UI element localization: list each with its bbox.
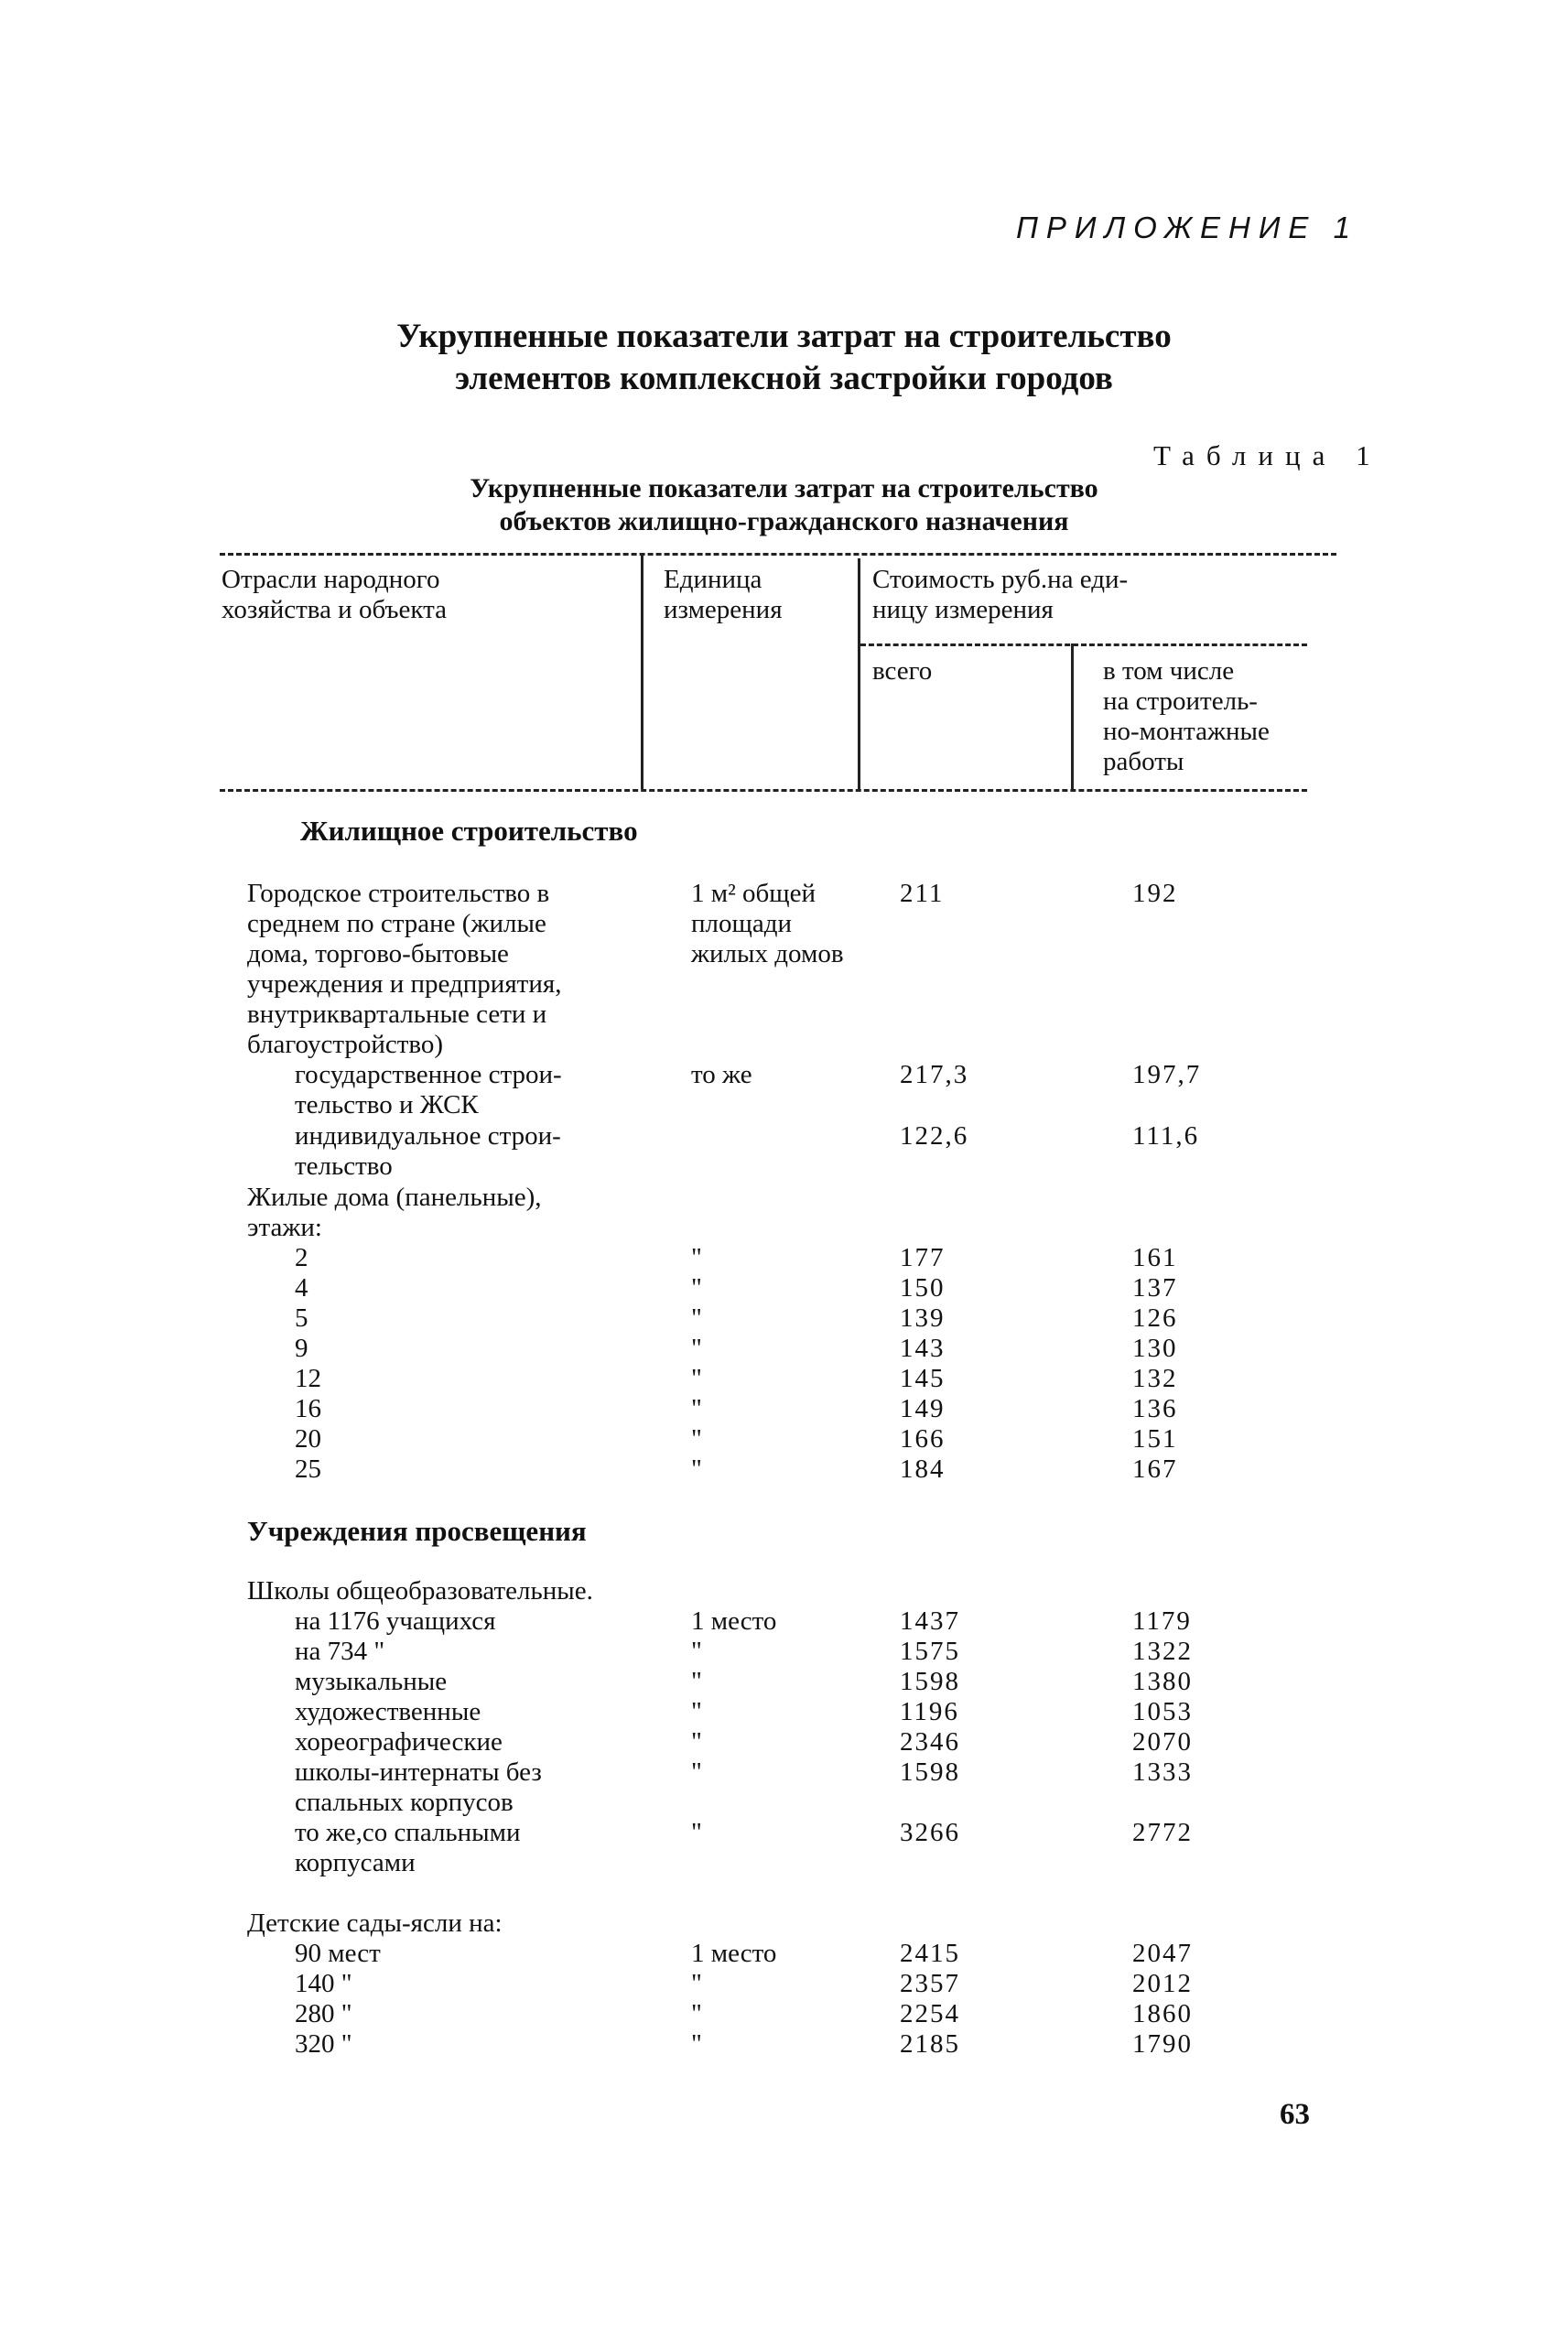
row-name: 16 (295, 1394, 321, 1423)
header-top-rule (220, 553, 1336, 556)
page-title-line-2: элементов комплексной застройки городов (455, 360, 1113, 397)
header-col-cost: Стоимость руб.на еди- ницу измерения (872, 565, 1129, 624)
header-col-total: всего (872, 656, 933, 686)
row-name: этажи: (247, 1213, 322, 1242)
row-unit: " (691, 1394, 702, 1423)
table-row (0, 1152, 1568, 1182)
row-unit: " (691, 1818, 702, 1847)
row-construction: 126 (1132, 1303, 1178, 1333)
row-construction: 1053 (1132, 1697, 1193, 1726)
header-col-construction: в том числе на строитель- но-монтажные работы (1103, 656, 1270, 776)
row-name: корпусами (295, 1848, 416, 1877)
row-construction: 197,7 (1132, 1060, 1202, 1089)
table-row (0, 1606, 1568, 1637)
row-construction: 132 (1132, 1364, 1178, 1393)
table-row (0, 1000, 1568, 1030)
row-total: 1196 (900, 1697, 959, 1726)
row-name: на 1176 учащихся (295, 1606, 496, 1636)
row-total: 139 (900, 1303, 946, 1333)
row-name: учреждения и предприятия, (247, 969, 562, 999)
row-name: школы-интернаты без (295, 1757, 542, 1787)
row-total: 211 (900, 879, 945, 908)
row-unit: " (691, 1424, 702, 1454)
table-row (0, 1757, 1568, 1788)
header-divider-1 (641, 553, 643, 789)
row-unit: " (691, 1727, 702, 1757)
row-name: 20 (295, 1424, 321, 1454)
section-education: Учреждения просвещения (247, 1515, 587, 1547)
row-total: 2254 (900, 1999, 960, 2028)
table-row (0, 1213, 1568, 1243)
table-row (0, 1939, 1568, 1969)
header-divider-3 (1071, 643, 1074, 792)
table-row (0, 1183, 1568, 1213)
table-label: Таблица 1 (1153, 439, 1382, 471)
row-total: 1437 (900, 1606, 960, 1636)
row-name: дома, торгово-бытовые (247, 939, 509, 968)
table-row (0, 939, 1568, 969)
row-construction: 1333 (1132, 1757, 1193, 1787)
row-construction: 1322 (1132, 1637, 1193, 1666)
row-construction: 1380 (1132, 1667, 1193, 1696)
row-total: 177 (900, 1243, 946, 1272)
table-row (0, 909, 1568, 939)
table-row (0, 1818, 1568, 1848)
row-name: 9 (295, 1334, 308, 1363)
row-construction: 161 (1132, 1243, 1178, 1272)
table-row (0, 1303, 1568, 1334)
row-total: 1598 (900, 1667, 960, 1696)
row-name: 2 (295, 1243, 308, 1272)
row-unit: " (691, 1999, 702, 2028)
row-total: 184 (900, 1454, 946, 1484)
row-unit: площади (691, 909, 792, 938)
row-total: 3266 (900, 1818, 960, 1847)
row-name: музыкальные (295, 1667, 448, 1696)
row-construction: 130 (1132, 1334, 1178, 1363)
appendix-label: ПРИЛОЖЕНИЕ 1 (1016, 211, 1358, 244)
row-unit: 1 место (691, 1939, 777, 1968)
header-divider-2 (858, 558, 860, 789)
row-name: 25 (295, 1454, 321, 1484)
table-row (0, 1576, 1568, 1606)
row-construction: 1179 (1132, 1606, 1192, 1636)
row-total: 2357 (900, 1969, 960, 1998)
row-name: государственное строи- (295, 1060, 562, 1089)
row-unit: то же (691, 1060, 752, 1089)
table-row (0, 1243, 1568, 1273)
table-row (0, 1394, 1568, 1424)
row-name: среднем по стране (жилые (247, 909, 546, 938)
row-construction: 2047 (1132, 1939, 1193, 1968)
table-row (0, 1969, 1568, 1999)
row-unit: жилых домов (691, 939, 844, 968)
table-row (0, 1788, 1568, 1818)
row-total: 1598 (900, 1757, 960, 1787)
table-row (0, 1909, 1568, 1939)
row-name: 4 (295, 1273, 308, 1303)
row-name: внутриквартальные сети и (247, 1000, 547, 1029)
row-unit: " (691, 1667, 702, 1696)
row-construction: 167 (1132, 1454, 1178, 1484)
table-row (0, 1424, 1568, 1454)
row-total: 217,3 (900, 1060, 969, 1089)
header-bottom-rule (220, 789, 1307, 792)
table-row (0, 1273, 1568, 1303)
row-name: 140 " (295, 1969, 352, 1998)
table-row (0, 1030, 1568, 1060)
row-construction: 1860 (1132, 1999, 1193, 2028)
table-row (0, 1364, 1568, 1394)
row-unit: " (691, 1697, 702, 1726)
row-name: благоустройство) (247, 1030, 444, 1059)
table-row (0, 1637, 1568, 1667)
row-name: Школы общеобразовательные. (247, 1576, 593, 1606)
row-total: 2346 (900, 1727, 960, 1757)
row-total: 143 (900, 1334, 946, 1363)
row-construction: 2772 (1132, 1818, 1193, 1847)
table-row (0, 1727, 1568, 1757)
row-unit: " (691, 1757, 702, 1787)
row-total: 150 (900, 1273, 946, 1303)
row-unit: " (691, 1969, 702, 1998)
page-title-line-1: Укрупненные показатели затрат на строительство (396, 318, 1172, 355)
section-housing: Жилищное строительство (300, 815, 638, 847)
page-number: 63 (1280, 2098, 1310, 2131)
row-name: на 734 " (295, 1637, 385, 1666)
row-unit: 1 м² общей (691, 879, 816, 908)
row-construction: 111,6 (1132, 1121, 1200, 1151)
table-row (0, 879, 1568, 909)
row-name: спальных корпусов (295, 1788, 514, 1817)
row-construction: 151 (1132, 1424, 1178, 1454)
row-unit: " (691, 1454, 702, 1484)
row-construction: 136 (1132, 1394, 1178, 1423)
row-name: 90 мест (295, 1939, 381, 1968)
row-name: индивидуальное строи- (295, 1121, 561, 1151)
row-unit: " (691, 2029, 702, 2059)
table-row (0, 969, 1568, 1000)
row-construction: 1790 (1132, 2029, 1193, 2059)
table-row (0, 1334, 1568, 1364)
row-total: 122,6 (900, 1121, 969, 1151)
row-total: 2415 (900, 1939, 960, 1968)
row-unit: " (691, 1273, 702, 1303)
row-name: художественные (295, 1697, 481, 1726)
table-row (0, 1848, 1568, 1878)
header-mid-rule (860, 643, 1307, 646)
row-unit: " (691, 1303, 702, 1333)
table-row (0, 1454, 1568, 1485)
row-construction: 192 (1132, 879, 1178, 908)
row-unit: " (691, 1243, 702, 1272)
row-construction: 2070 (1132, 1727, 1193, 1757)
row-name: Жилые дома (панельные), (247, 1183, 542, 1212)
row-name: Детские сады-ясли на: (247, 1909, 503, 1938)
row-total: 2185 (900, 2029, 960, 2059)
table-row (0, 1667, 1568, 1697)
table-row (0, 1999, 1568, 2029)
row-name: 12 (295, 1364, 321, 1393)
row-name: Городское строительство в (247, 879, 550, 908)
row-name: 5 (295, 1303, 308, 1333)
row-unit: " (691, 1364, 702, 1393)
row-name: хореографические (295, 1727, 503, 1757)
table-row (0, 1060, 1568, 1090)
row-construction: 137 (1132, 1273, 1178, 1303)
table-row (0, 1121, 1568, 1152)
row-total: 149 (900, 1394, 946, 1423)
row-unit: " (691, 1637, 702, 1666)
row-name: тельство (295, 1152, 393, 1181)
row-name: 320 " (295, 2029, 352, 2059)
table-title-line-1: Укрупненные показатели затрат на строительство (470, 473, 1098, 503)
row-unit: 1 место (691, 1606, 777, 1636)
header-col-unit: Единица измерения (664, 565, 783, 624)
row-name: тельство и ЖСК (295, 1090, 479, 1119)
table-row (0, 2029, 1568, 2060)
row-construction: 2012 (1132, 1969, 1193, 1998)
table-row (0, 1697, 1568, 1727)
row-name: 280 " (295, 1999, 352, 2028)
header-col-sector: Отрасли народного хозяйства и объекта (222, 565, 447, 624)
row-total: 166 (900, 1424, 946, 1454)
row-name: то же,со спальными (295, 1818, 521, 1847)
table-row (0, 1090, 1568, 1120)
row-total: 145 (900, 1364, 946, 1393)
row-total: 1575 (900, 1637, 960, 1666)
table-title-line-2: объектов жилищно-гражданского назначения (499, 506, 1069, 536)
row-unit: " (691, 1334, 702, 1363)
